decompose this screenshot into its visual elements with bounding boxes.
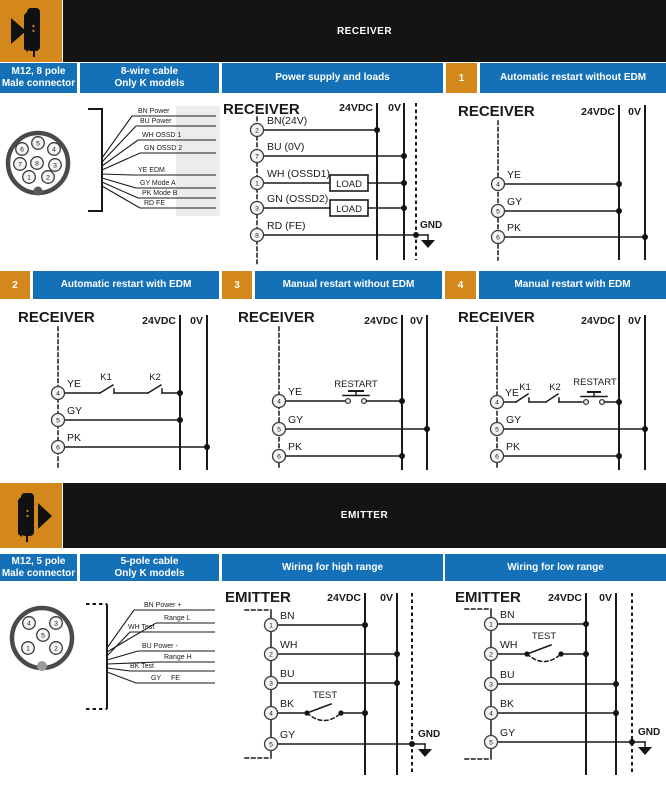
- wire-label-gy: GY: [507, 196, 523, 208]
- receiver-icon-box: [0, 0, 62, 62]
- pin-8: 8: [255, 232, 259, 240]
- receiver-diagram-1: [444, 95, 666, 270]
- receiver-connector-pinout: [0, 100, 80, 240]
- pin-5: 5: [496, 208, 500, 216]
- wire-pk-mode-b: PK Mode B: [142, 190, 178, 197]
- pin-5: 5: [277, 426, 281, 434]
- wire-label-ye: YE: [507, 169, 522, 181]
- wire-bu-power: BU Power: [140, 118, 172, 125]
- header-line: Automatic restart with EDM: [60, 279, 192, 290]
- diagram2-number-badge: [0, 271, 30, 299]
- k1-contact-label: K1: [519, 382, 531, 393]
- pin-2: 2: [46, 174, 50, 182]
- wire-bu-power-minus: BU Power -: [142, 643, 178, 650]
- pin-4: 4: [277, 398, 281, 406]
- pin-3: 3: [54, 620, 58, 628]
- header-line: Power supply and loads: [275, 72, 390, 83]
- pin-4: 4: [496, 181, 500, 189]
- diagram1-number-badge: [446, 63, 477, 93]
- header-m12-5pole: [0, 554, 77, 581]
- gnd-label: GND: [420, 220, 443, 231]
- header-power-supply: [222, 63, 443, 93]
- pin-5: 5: [489, 739, 493, 747]
- diagram-title: RECEIVER: [458, 309, 535, 326]
- receiver-diagram-4: [444, 305, 666, 480]
- pin-4: 4: [27, 620, 31, 628]
- wire-range-l: Range L: [164, 615, 191, 622]
- pin-2: 2: [255, 127, 259, 135]
- rail-24vdc-label: 24VDC: [142, 315, 176, 327]
- test-switch-label: TEST: [531, 631, 557, 642]
- header-line: 5-pole cable: [120, 555, 179, 567]
- receiver-power-diagram: [215, 95, 445, 270]
- pin-4: 4: [489, 710, 493, 718]
- rail-24vdc-label: 24VDC: [339, 102, 373, 114]
- restart-button-label: RESTART: [334, 379, 378, 390]
- pin-6: 6: [277, 453, 281, 461]
- wire-label-gy: GY: [500, 727, 516, 739]
- pin-3: 3: [255, 205, 259, 213]
- header-manual-restart-no-edm: [255, 271, 442, 299]
- receiver-device-icon: [0, 0, 62, 62]
- pin-1: 1: [269, 622, 273, 630]
- wire-label-bu: BU: [280, 668, 295, 680]
- header-line: 8-wire cable: [120, 66, 179, 77]
- rail-24vdc-label: 24VDC: [364, 315, 398, 327]
- pin-2: 2: [54, 645, 58, 653]
- wire-label-pk: PK: [67, 432, 82, 444]
- wire-label-wh: WH: [500, 639, 518, 651]
- header-auto-restart-no-edm: [480, 63, 666, 93]
- k2-contact-label: K2: [149, 372, 161, 383]
- emitter-low-range-diagram: [440, 585, 666, 800]
- wire-ye-edm: YE EDM: [138, 167, 165, 174]
- pin-6: 6: [495, 453, 499, 461]
- gnd-label: GND: [418, 729, 441, 740]
- header-line: Only K models: [114, 78, 185, 89]
- wire-label-pk: PK: [506, 441, 521, 453]
- wire-label-rd-fe: RD (FE): [267, 220, 306, 232]
- pin-1: 1: [489, 621, 493, 629]
- emitter-device-icon: [0, 483, 62, 548]
- diagram3-number-badge: [222, 271, 252, 299]
- receiver-banner-label: RECEIVER: [336, 25, 393, 37]
- rail-0v-label: 0V: [628, 315, 641, 327]
- badge-number: 2: [12, 279, 18, 291]
- rail-24vdc-label: 24VDC: [581, 315, 615, 327]
- receiver-diagram-2: [0, 305, 222, 480]
- header-line: Male connector: [1, 78, 76, 89]
- wire-label-bn: BN: [500, 609, 515, 621]
- header-manual-restart-edm: [479, 271, 666, 299]
- rail-0v-label: 0V: [190, 315, 203, 327]
- emitter-icon-box: [0, 483, 62, 548]
- pin-4: 4: [56, 390, 60, 398]
- pin-7: 7: [255, 153, 259, 161]
- wire-wh-ossd1: WH OSSD 1: [142, 132, 182, 139]
- header-auto-restart-edm: [33, 271, 219, 299]
- wire-label-bu0v: BU (0V): [267, 141, 305, 153]
- rail-0v-label: 0V: [410, 315, 423, 327]
- k1-contact-label: K1: [100, 372, 112, 383]
- load-box-label: LOAD: [336, 204, 362, 215]
- wire-label-bn: BN: [280, 610, 295, 622]
- emitter-cable-fanout: [78, 596, 220, 731]
- pin-1: 1: [27, 174, 31, 182]
- wire-label-ye: YE: [288, 386, 303, 398]
- header-line: Wiring for high range: [281, 561, 383, 573]
- pin-3: 3: [489, 681, 493, 689]
- header-low-range: [445, 554, 666, 581]
- wire-bk-test: BK Test: [130, 663, 154, 670]
- badge-number: 4: [457, 279, 464, 291]
- wire-range-h: Range H: [164, 654, 192, 661]
- pin-5: 5: [56, 417, 60, 425]
- wire-bn-power-plus: BN Power +: [144, 602, 182, 609]
- diagram-title: RECEIVER: [18, 309, 95, 326]
- load-box-label: LOAD: [336, 179, 362, 190]
- wire-gy-mode-a: GY Mode A: [140, 180, 176, 187]
- pin-5: 5: [41, 632, 45, 640]
- header-line: Wiring for low range: [507, 561, 604, 573]
- emitter-banner: [63, 483, 666, 548]
- wire-label-ye: YE: [67, 378, 82, 390]
- rail-24vdc-label: 24VDC: [548, 592, 582, 604]
- header-m12-8pole: [0, 63, 77, 93]
- pin-8: 8: [35, 160, 39, 168]
- pin-6: 6: [20, 146, 24, 154]
- pin-6: 6: [496, 234, 500, 242]
- wire-label-bu: BU: [500, 669, 515, 681]
- header-line: M12, 8 pole: [11, 66, 66, 77]
- pin-2: 2: [489, 651, 493, 659]
- pin-3: 3: [269, 680, 273, 688]
- test-switch-label: TEST: [312, 690, 338, 701]
- wire-gn-ossd2: GN OSSD 2: [144, 145, 183, 152]
- rail-0v-label: 0V: [380, 592, 393, 604]
- rail-24vdc-label: 24VDC: [581, 106, 615, 118]
- emitter-banner-label: EMITTER: [340, 510, 389, 521]
- header-line: Manual restart without EDM: [282, 279, 415, 290]
- receiver-cable-fanout: [78, 100, 220, 230]
- header-high-range: [222, 554, 443, 581]
- pin-4: 4: [495, 399, 499, 407]
- pin-1: 1: [26, 645, 30, 653]
- wire-label-wh: WH: [280, 639, 298, 651]
- header-line: Automatic restart without EDM: [499, 72, 647, 83]
- wire-label-bk: BK: [500, 698, 515, 710]
- wire-label-gn-ossd2: GN (OSSD2): [267, 193, 329, 205]
- wire-label-gy: GY: [67, 405, 83, 417]
- wire-label-bn24v: BN(24V): [267, 115, 308, 127]
- header-5pole-cable: [80, 554, 219, 581]
- badge-number: 3: [234, 279, 240, 291]
- wire-label-gy: GY: [288, 414, 304, 426]
- rail-0v-label: 0V: [388, 102, 401, 114]
- wire-rd-fe: RD FE: [144, 200, 165, 207]
- gnd-label: GND: [638, 727, 661, 738]
- header-line: Male connector: [1, 567, 76, 579]
- rail-0v-label: 0V: [628, 106, 641, 118]
- header-line: M12, 5 pole: [11, 555, 66, 567]
- pin-5: 5: [495, 426, 499, 434]
- diagram-title: EMITTER: [225, 589, 291, 606]
- header-line: Only K models: [114, 567, 185, 579]
- diagram-title: RECEIVER: [223, 101, 300, 118]
- header-line: Manual restart with EDM: [514, 279, 631, 290]
- pin-6: 6: [56, 444, 60, 452]
- wire-wh-test: WH Test: [128, 624, 155, 631]
- receiver-diagram-3: [222, 305, 444, 480]
- pin-4: 4: [52, 146, 56, 154]
- wire-bn-power: BN Power: [138, 108, 170, 115]
- wire-label-wh-ossd1: WH (OSSD1): [267, 168, 330, 180]
- pin-5: 5: [269, 741, 273, 749]
- pin-5: 5: [36, 140, 40, 148]
- header-8wire-cable: [80, 63, 219, 93]
- wire-fe: FE: [171, 675, 180, 682]
- diagram-title: RECEIVER: [458, 103, 535, 120]
- wire-label-pk: PK: [507, 222, 522, 234]
- emitter-high-range-diagram: [215, 585, 445, 800]
- emitter-connector-pinout: [0, 598, 80, 698]
- k2-contact-label: K2: [549, 382, 561, 393]
- wire-gy: GY: [151, 675, 162, 682]
- diagram-title: EMITTER: [455, 589, 521, 606]
- pin-2: 2: [269, 651, 273, 659]
- diagram4-number-badge: [445, 271, 476, 299]
- wire-label-ye: YE: [505, 387, 520, 399]
- wire-label-gy: GY: [506, 414, 522, 426]
- pin-7: 7: [18, 161, 22, 169]
- pin-3: 3: [53, 162, 57, 170]
- restart-button-label: RESTART: [573, 377, 617, 388]
- rail-0v-label: 0V: [599, 592, 612, 604]
- wire-label-bk: BK: [280, 698, 295, 710]
- badge-number: 1: [458, 72, 465, 84]
- receiver-banner: [63, 0, 666, 62]
- pin-4: 4: [269, 710, 273, 718]
- rail-24vdc-label: 24VDC: [327, 592, 361, 604]
- diagram-title: RECEIVER: [238, 309, 315, 326]
- pin-1: 1: [255, 180, 259, 188]
- wire-label-pk: PK: [288, 441, 303, 453]
- wire-label-gy: GY: [280, 729, 296, 741]
